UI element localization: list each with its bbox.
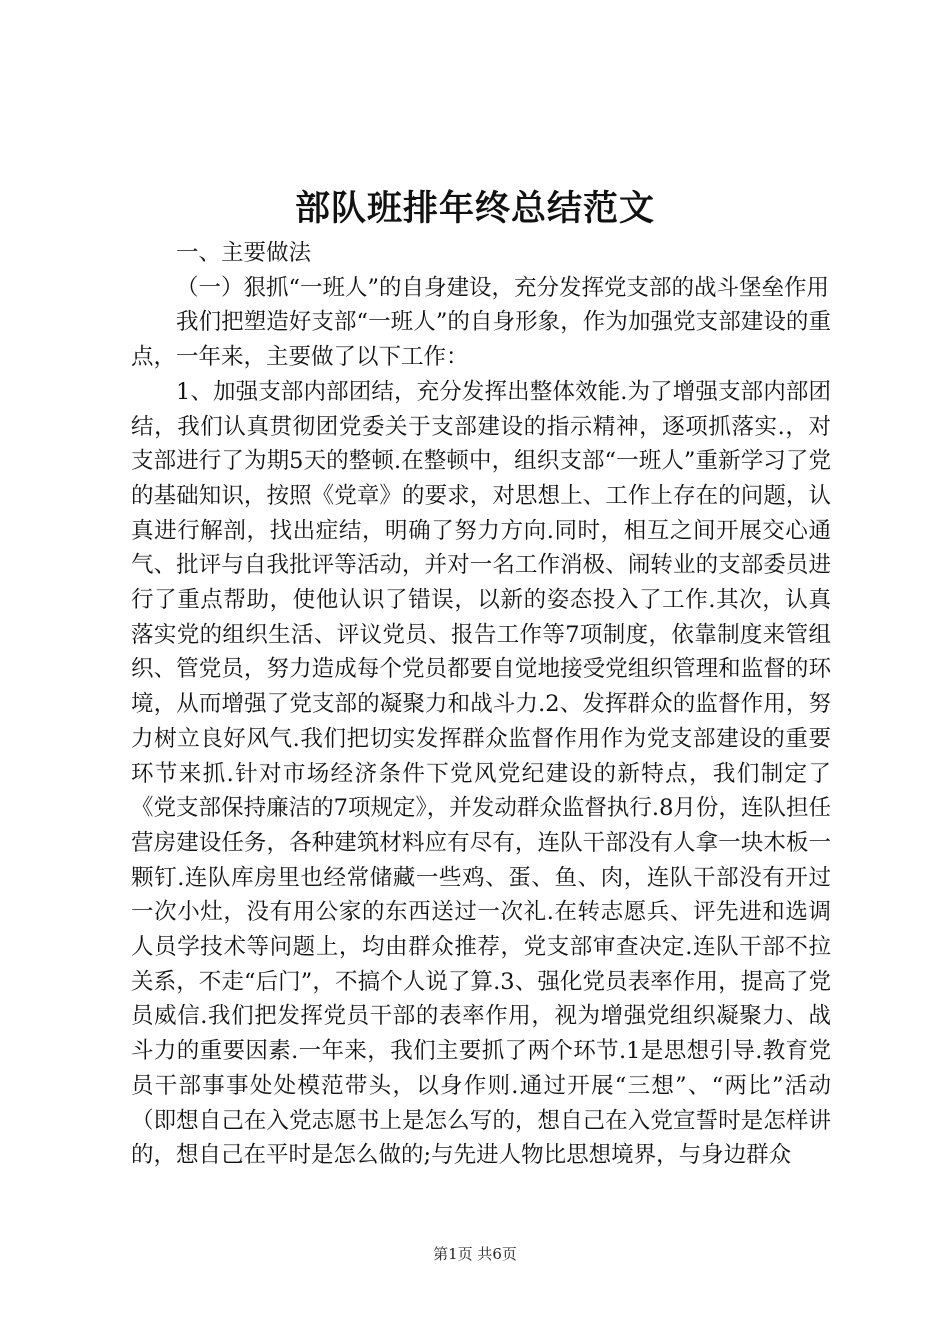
document-title: 部队班排年终总结范文 [294, 188, 655, 229]
page-footer: 第1页 共6页 [433, 1245, 517, 1263]
section-heading: 一、主要做法 [176, 240, 312, 266]
subsection-heading: （一）狠抓“一班人”的自身建设，充分发挥党支部的战斗堡垒作用 [176, 274, 830, 301]
document-body [131, 236, 831, 1173]
body-paragraph: 我们把塑造好支部“一班人”的自身形象，作为加强党支部建设的重点，一年来，主要做了以下工作： [131, 309, 831, 371]
body-paragraph: 1、加强支部内部团结，充分发挥出整体效能.为了增强支部内部团结，我们认真贯彻团党委关于支部建设的指示精神，逐项抓落实.，对支部进行了为期5天的整顿.在整顿中，组织支部“一班人”重新学习了党的基础知识，按照《党章》的要求，对思想上、工作上存在的问题，认真进行解剖，找出症结，明确了努力方向.同时，相互之间开展交心通气、批评与自我批评等活动，并对一名工作消极、闹转业的支部委员进行了重点帮助，使他认识了错误，以新的姿态投入了工作.其次，认真落实党的组织生活、评议党员、报告工作等7项制度，依靠制度来管组织、管党员，努力造成每个党员都要自觉地接受党组织管理和监督的环境，从而增强了党支部的凝聚力和战斗力.2、发挥群众的监督作用，努力树立良好风气.我们把切实发挥群众监督作用作为党支部建设的重要环节来抓.针对市场经济条件下党风党纪建设的新特点，我们制定了《党支部保持廉洁的7项规定》，并发动群众监督执行.8月份，连队担任营房建设任务，各种建筑材料应有尽有，连队干部没有人拿一块木板一颗钉.连队库房里也经常储藏一些鸡、蛋、鱼、肉，连队干部没有开过一次小灶，没有用公家的东西送过一次礼.在转志愿兵、评先进和选调人员学技术等问题上，均由群众推荐，党支部审查决定.连队干部不拉关系，不走“后门”，不搞个人说了算.3、强化党员表率作用，提高了党员威信.我们把发挥党员干部的表率作用，视为增强党组织凝聚力、战斗力的重要因素.一年来，我们主要抓了两个环节.1是思想引导.教育党员干部事事处处模范带头，以身作则.通过开展“三想”、“两比”活动（即想自己在入党志愿书上是怎么写的，想自己在入党宣誓时是怎样讲的，想自己在平时是怎么做的;与先进人物比思想境界，与身边群众 [131, 378, 831, 1169]
